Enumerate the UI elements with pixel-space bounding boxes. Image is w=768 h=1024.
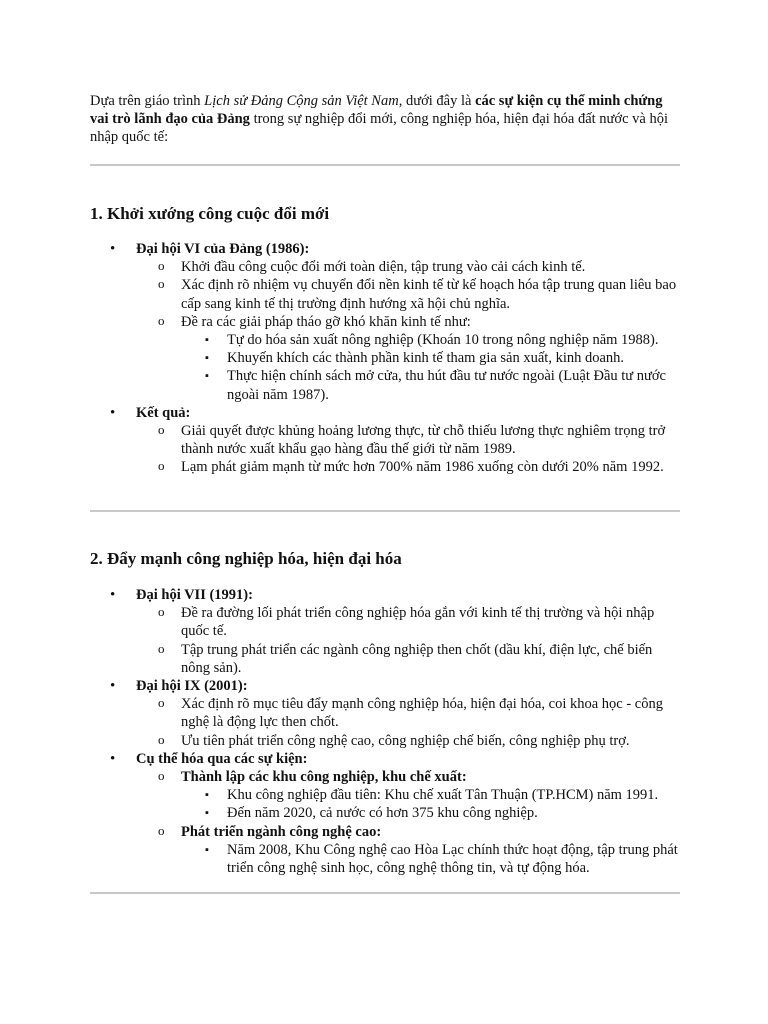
intro-block (90, 92, 680, 146)
list-item: o Lạm phát giảm mạnh từ mức hơn 700% năm 1986 xuống còn dưới 20% năm 1992. (136, 458, 680, 476)
item-text: Đề ra các giải pháp tháo gỡ khó khăn kinh tế như: (181, 313, 471, 330)
item-label: Đại hội VI của Đảng (1986): (136, 241, 310, 257)
list-item: ▪ Đến năm 2020, cả nước có hơn 375 khu công nghiệp. (181, 804, 680, 822)
list-item: ▪ Khu công nghiệp đầu tiên: Khu chế xuất Tân Thuận (TP.HCM) năm 1991. (181, 786, 680, 804)
list-item (136, 768, 680, 823)
section-2-list (90, 586, 680, 877)
intro-text: , dưới đây là (398, 93, 476, 109)
list-item (90, 677, 680, 750)
list-item (136, 823, 680, 878)
item-label: Thành lập các khu công nghiệp, khu chế xuất: (181, 769, 467, 786)
section-1-list (90, 240, 680, 477)
item-label: Đại hội IX (2001): (136, 678, 248, 695)
item-label: Phát triển ngành công nghệ cao: (181, 823, 382, 840)
list-item: o Tập trung phát triển các ngành công nghiệp then chốt (dầu khí, điện lực, chế biến nông sản). (136, 641, 680, 677)
list-item (90, 240, 680, 404)
intro-text: Dựa trên giáo trình (90, 93, 205, 109)
list-item: o Khởi đầu công cuộc đổi mới toàn diện, tập trung vào cải cách kinh tế. (136, 258, 680, 276)
list-item: o Xác định rõ mục tiêu đẩy mạnh công nghiệp hóa, hiện đại hóa, coi khoa học - công nghệ là động lực then chốt. (136, 695, 680, 731)
list-item: o Đề ra đường lối phát triển công nghiệp hóa gắn với kinh tế thị trường và hội nhập quốc tế. (136, 604, 680, 640)
list-item: ▪ Khuyến khích các thành phần kinh tế tham gia sản xuất, kinh doanh. (181, 349, 680, 367)
list-item (90, 750, 680, 877)
intro-book-title: Lịch sử Đảng Cộng sản Việt Nam (204, 93, 399, 109)
intro-text: trong sự nghiệp đổi mới, công nghiệp hóa, hiện đại hóa đất nước và hội nhập quốc tế: (90, 111, 668, 145)
section-1-title: 1. Khởi xướng công cuộc đổi mới (90, 204, 330, 223)
divider (90, 510, 680, 512)
list-item: ▪ Tự do hóa sản xuất nông nghiệp (Khoán 10 trong nông nghiệp năm 1988). (181, 331, 680, 349)
intro-emphasis: các sự kiện cụ thể minh chứng vai trò lãnh đạo của Đảng (90, 93, 663, 127)
section-2-title: 2. Đẩy mạnh công nghiệp hóa, hiện đại hóa (90, 549, 402, 568)
list-item: o Xác định rõ nhiệm vụ chuyển đổi nền kinh tế từ kế hoạch hóa tập trung quan liêu bao cấp sang kinh tế thị trường định hướng xã hội chủ nghĩa. (136, 276, 680, 312)
list-item (136, 313, 680, 404)
list-item: o Ưu tiên phát triển công nghệ cao, công nghiệp chế biến, công nghiệp phụ trợ. (136, 732, 680, 750)
intro-paragraph (90, 92, 680, 146)
item-label: Kết quả: (136, 404, 191, 421)
list-item (90, 404, 680, 477)
divider (90, 164, 680, 166)
list-item: o Giải quyết được khủng hoảng lương thực, từ chỗ thiếu lương thực nghiêm trọng trở thành nước xuất khẩu gạo hàng đầu thế giới từ năm 1989. (136, 422, 680, 458)
list-item (90, 586, 680, 677)
list-item: ▪ Năm 2008, Khu Công nghệ cao Hòa Lạc chính thức hoạt động, tập trung phát triển công nghệ sinh học, công nghệ thông tin, và tự động hóa. (181, 841, 680, 877)
divider (90, 892, 680, 894)
list-item: ▪ Thực hiện chính sách mở cửa, thu hút đầu tư nước ngoài (Luật Đầu tư nước ngoài năm 1987). (181, 367, 680, 403)
item-label: Cụ thể hóa qua các sự kiện: (136, 750, 308, 767)
item-label: Đại hội VII (1991): (136, 587, 253, 603)
